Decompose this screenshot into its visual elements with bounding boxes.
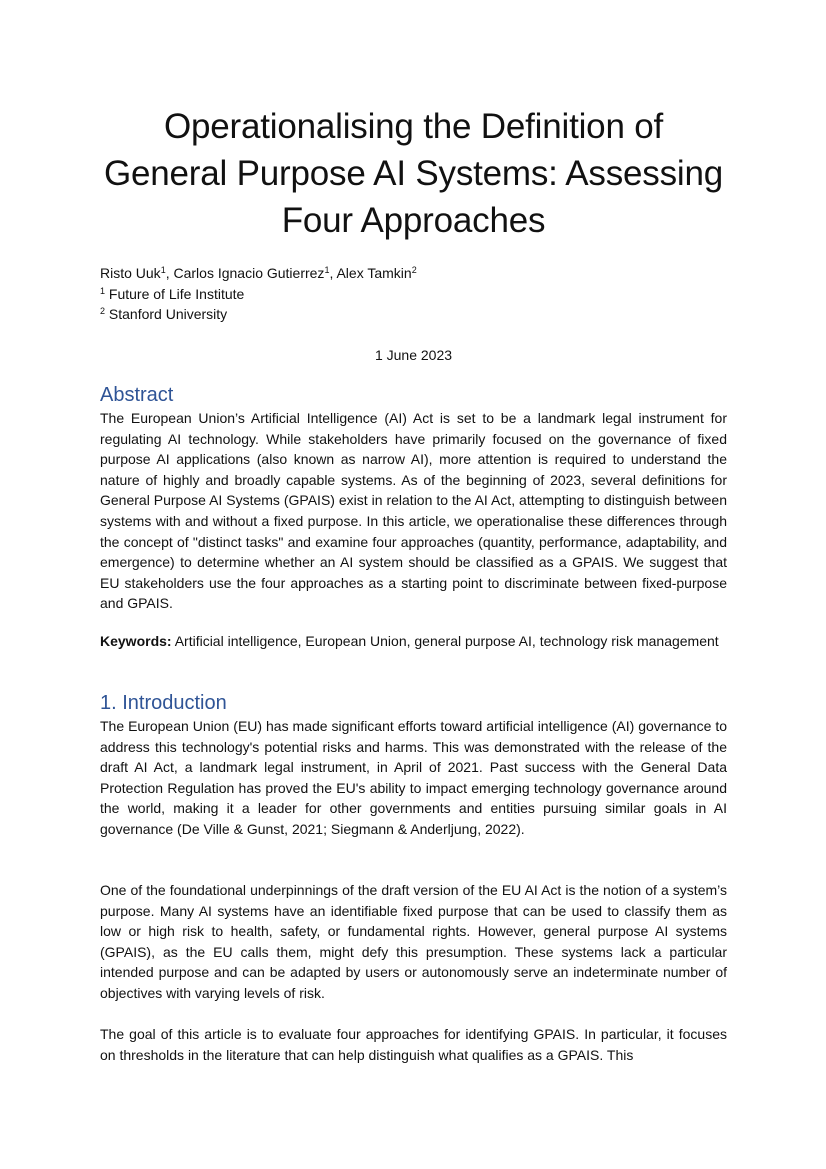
- paper-page: [100, 0, 727, 1169]
- affiliation-mark: 2: [411, 265, 417, 275]
- author-list: Risto Uuk$^1$, Carlos Ignacio Gutierrez$^1$, Alex Tamkin$^2$: [100, 265, 417, 281]
- keywords-line: [100, 631, 727, 652]
- keywords-text: Artificial intelligence, European Union, general purpose AI, technology risk management: [171, 633, 719, 649]
- introduction-paragraph: One of the foundational underpinnings of the draft version of the EU AI Act is the notion of a system’s purpose. Many AI systems have an identifiable fixed purpose that can be used to classify them as low or high risk to health, safety, or fundamental rights. However, general purpose AI systems (GPAIS), as the EU calls them, might defy this presumption. These systems lack a particular intended purpose and can be adapted by users or autonomously serve an indeterminate number of objectives with varying levels of risk.: [100, 882, 727, 1001]
- author-block: [100, 263, 727, 325]
- introduction-heading: 1. Introduction: [100, 692, 227, 714]
- publication-date: 1 June 2023: [374, 347, 453, 363]
- keywords-label: Keywords:: [100, 633, 172, 649]
- affiliation-line: [100, 284, 727, 305]
- paper-title: Operationalising the Definition of General Purpose AI Systems: Assessing Four Approaches: [103, 107, 723, 240]
- affiliation-mark: 1: [100, 285, 106, 296]
- author-name: Carlos Ignacio Gutierrez: [173, 265, 325, 281]
- affiliation-mark: 1: [160, 265, 166, 275]
- affiliation-mark: 2: [100, 306, 106, 316]
- affiliation-name: Future of Life Institute: [108, 285, 245, 302]
- abstract-text: The European Union’s Artificial Intelligence (AI) Act is set to be a landmark legal instrument for regulating AI technology. While stakeholders have primarily focused on the governance of fixed purpose AI applications (also known as narrow AI), more attention is required to understand the nature of highly and broadly capable systems. As of the beginning of 2023, several definitions for General Purpose AI Systems (GPAIS) exist in relation to the AI Act, attempting to distinguish between systems with and without a fixed purpose. In this article, we operationalise these differences through the concept of "distinct tasks" and examine four approaches (quantity, performance, adaptability, and emergence) to determine whether an AI system should be classified as a GPAIS. We suggest that EU stakeholders use the four approaches as a starting point to discriminate between fixed-purpose and GPAIS.: [100, 410, 727, 612]
- author-name: Risto Uuk: [100, 265, 161, 281]
- affiliation-mark: 1: [324, 265, 330, 275]
- author-name: Alex Tamkin: [336, 265, 412, 281]
- introduction-paragraph: The European Union (EU) has made significant efforts toward artificial intelligence (AI) governance to address this technology's potential risks and harms. This was demonstrated with the release of the draft AI Act, a landmark legal instrument, in April of 2021. Past success with the General Data Protection Regulation has proved the EU's ability to impact emerging technology governance around the world, making it a leader for other governments and entities pursuing similar goals in AI governance (De Ville & Gunst, 2021; Siegmann & Anderljung, 2022).: [100, 718, 727, 837]
- abstract-heading: Abstract: [100, 384, 174, 406]
- affiliation-name: Stanford University: [108, 306, 228, 322]
- affiliation-line: [100, 304, 727, 325]
- introduction-paragraph: The goal of this article is to evaluate four approaches for identifying GPAIS. In particular, it focuses on thresholds in the literature that can help distinguish what qualifies as a GPAIS. This: [100, 1026, 727, 1063]
